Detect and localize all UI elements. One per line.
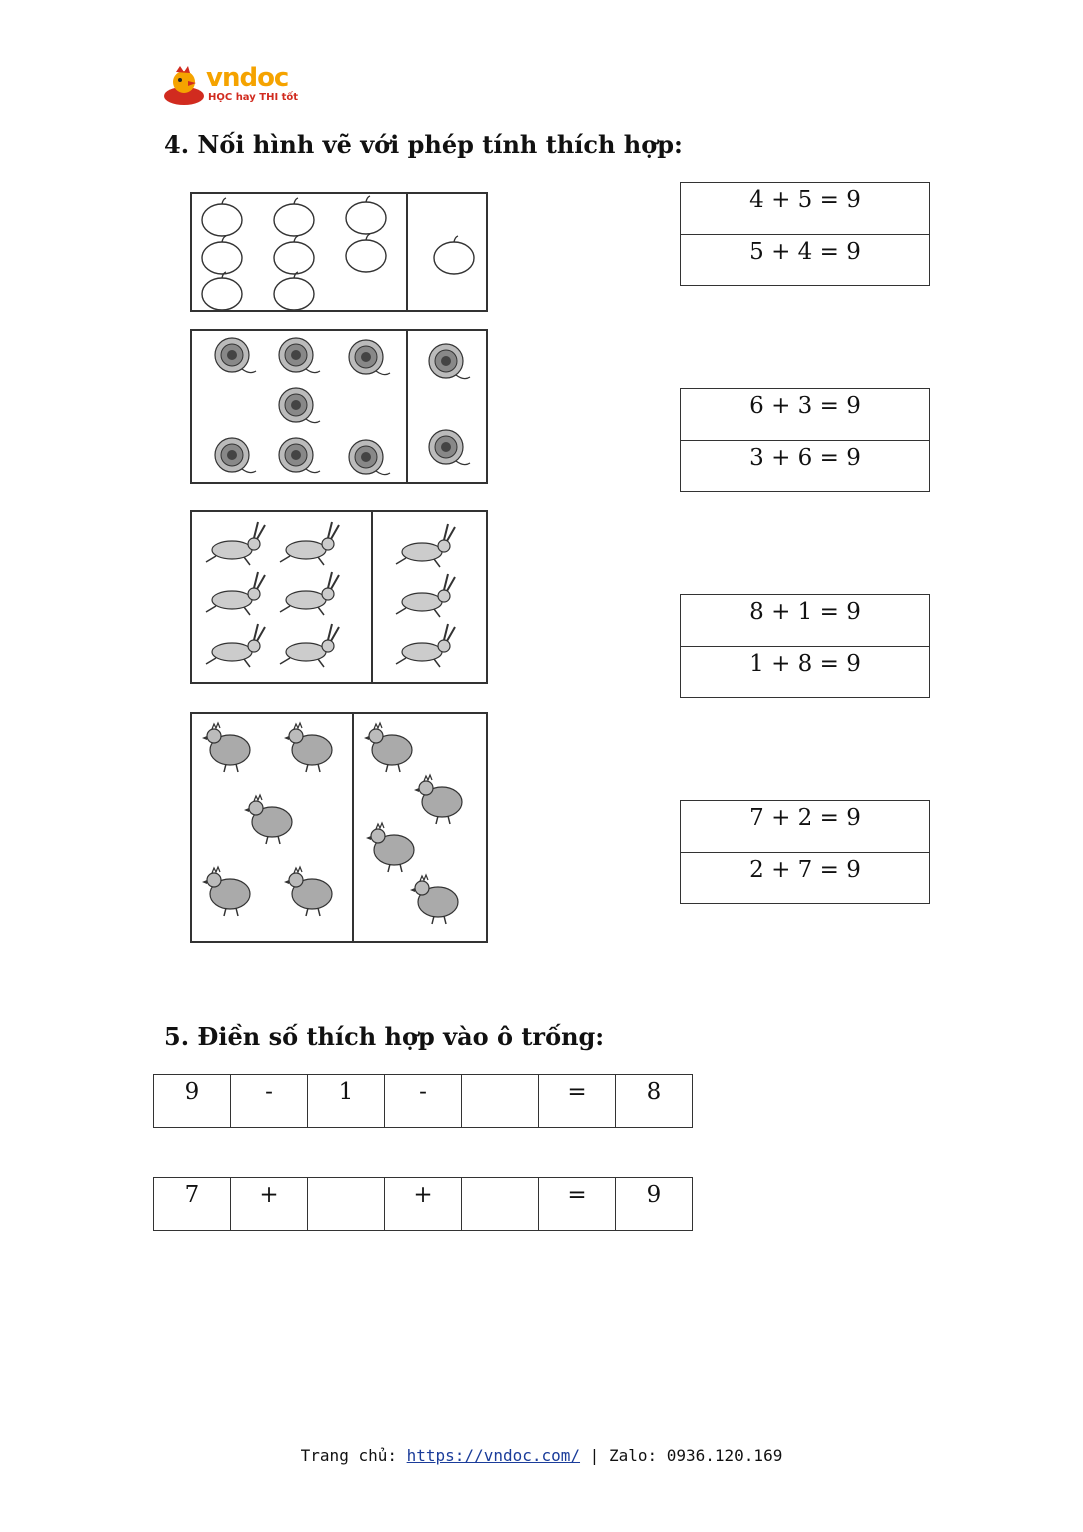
picture-roses[interactable]	[190, 329, 488, 484]
rabbit-left-2	[280, 522, 339, 565]
rabbit-right-2	[396, 574, 455, 617]
logo-wordmark: vndoc	[206, 63, 289, 93]
exercise-4-title: 4. Nối hình vẽ với phép tính thích hợp:	[164, 130, 683, 159]
cell-number: 9	[154, 1075, 231, 1128]
apple-left-8	[274, 272, 314, 310]
rabbits-illustration	[192, 512, 486, 682]
cell-number: 1	[308, 1075, 385, 1128]
equation-text: 3 + 6 = 9	[681, 440, 929, 493]
picture-rabbits[interactable]	[190, 510, 488, 684]
vndoc-logo[interactable]	[162, 64, 302, 108]
exercise-5-title: 5. Điền số thích hợp vào ô trống:	[164, 1022, 605, 1051]
rabbit-left-1	[206, 522, 265, 565]
rabbit-left-5	[206, 624, 265, 667]
equation-text: 6 + 3 = 9	[749, 393, 861, 419]
cell-equals: =	[539, 1075, 616, 1128]
cell-operator: +	[231, 1178, 308, 1231]
fill-in-row-2	[153, 1177, 693, 1231]
rabbit-left-3	[206, 572, 265, 615]
zalo-contact: Zalo: 0936.120.169	[608, 1446, 783, 1465]
apple-left-4	[202, 236, 242, 274]
chicken-left-4	[202, 867, 250, 916]
rabbit-left-4	[280, 572, 339, 615]
equation-box[interactable]	[680, 800, 930, 904]
footer-label: Trang chủ:	[300, 1446, 397, 1465]
rose-left-2	[279, 338, 320, 373]
cell-result: 9	[616, 1178, 693, 1231]
equation-text: 1 + 8 = 9	[681, 646, 929, 699]
apple-left-2	[274, 198, 314, 236]
apple-right-1	[434, 236, 474, 274]
equation-text: 4 + 5 = 9	[749, 187, 861, 213]
rabbit-left-6	[280, 624, 339, 667]
equation-box[interactable]	[680, 182, 930, 286]
cell-operator: -	[385, 1075, 462, 1128]
rose-left-5	[215, 438, 256, 473]
rabbit-right-3	[396, 624, 455, 667]
equation-text: 5 + 4 = 9	[681, 234, 929, 287]
chicken-right-2	[414, 775, 462, 824]
rose-left-7	[349, 440, 390, 475]
chicken-left-5	[284, 867, 332, 916]
fill-in-row-1	[153, 1074, 693, 1128]
equation-box[interactable]	[680, 388, 930, 492]
logo-tagline: HỌC hay THI tốt	[208, 92, 299, 103]
rose-right-1	[429, 344, 470, 379]
chicken-right-1	[364, 723, 412, 772]
equation-text: 8 + 1 = 9	[749, 599, 861, 625]
apple-left-6	[346, 234, 386, 272]
apples-illustration	[192, 194, 486, 310]
chicken-left-3	[244, 795, 292, 844]
blank-answer-cell[interactable]	[462, 1075, 539, 1128]
chicken-left-2	[284, 723, 332, 772]
equation-box[interactable]	[680, 594, 930, 698]
mascot-icon	[162, 64, 206, 108]
picture-apples[interactable]	[190, 192, 488, 312]
rose-left-3	[349, 340, 390, 375]
blank-answer-cell[interactable]	[308, 1178, 385, 1231]
cell-result: 8	[616, 1075, 693, 1128]
apple-left-3	[346, 196, 386, 234]
picture-chickens[interactable]	[190, 712, 488, 943]
footer-separator: |	[589, 1446, 600, 1465]
rose-left-4	[279, 388, 320, 423]
homepage-link[interactable]: https://vndoc.com/	[406, 1446, 581, 1465]
equation-text: 2 + 7 = 9	[681, 852, 929, 905]
equation-text: 7 + 2 = 9	[749, 805, 861, 831]
page-footer	[0, 1446, 1083, 1465]
cell-number: 7	[154, 1178, 231, 1231]
rose-right-2	[429, 430, 470, 465]
apple-left-7	[202, 272, 242, 310]
cell-equals: =	[539, 1178, 616, 1231]
rose-left-1	[215, 338, 256, 373]
cell-operator: +	[385, 1178, 462, 1231]
chickens-illustration	[192, 714, 486, 941]
cell-operator: -	[231, 1075, 308, 1128]
blank-answer-cell[interactable]	[462, 1178, 539, 1231]
rabbit-right-1	[396, 524, 455, 567]
apple-left-1	[202, 198, 242, 236]
chicken-right-4	[410, 875, 458, 924]
rose-left-6	[279, 438, 320, 473]
roses-illustration	[192, 331, 486, 482]
chicken-right-3	[366, 823, 414, 872]
apple-left-5	[274, 236, 314, 274]
chicken-left-1	[202, 723, 250, 772]
